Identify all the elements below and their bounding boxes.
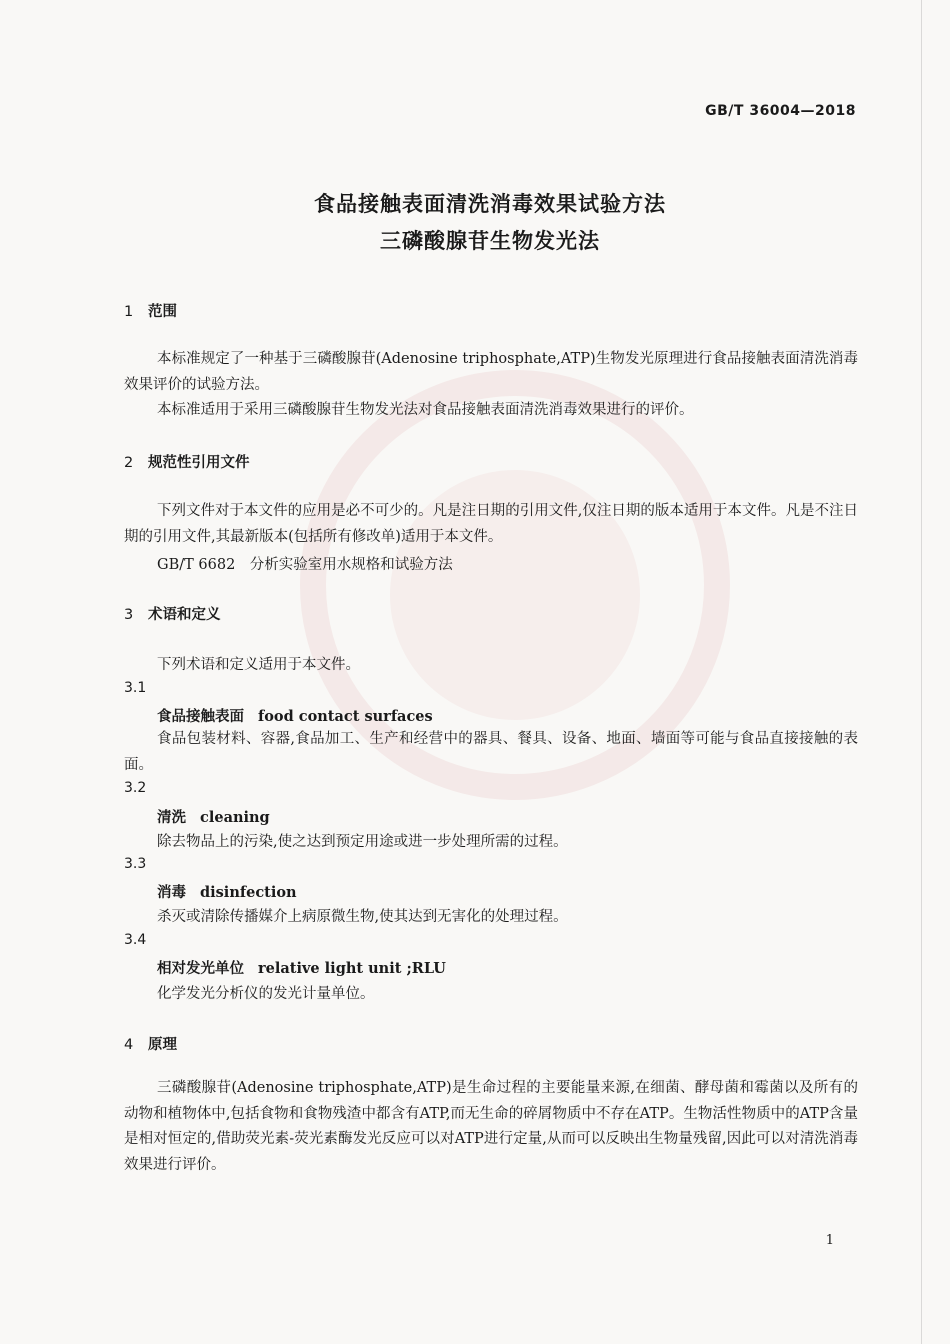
section-title: 范围 (148, 304, 177, 320)
term-definition: 除去物品上的污染,使之达到预定用途或进一步处理所需的过程。 (157, 834, 568, 850)
document-title-line2: 三磷酸腺苷生物发光法 (380, 229, 600, 253)
section-heading-principle (124, 1033, 177, 1054)
term-definition: 化学发光分析仪的发光计量单位。 (157, 986, 375, 1002)
section-number: 1 (124, 304, 134, 320)
reference-gb-t-6682: GB/T 6682 分析实验室用水规格和试验方法 (157, 557, 453, 573)
paragraph-scope-1: 本标准规定了一种基于三磷酸腺苷(Adenosine triphosphate,ATP)生物发光原理进行食品接触表面清洗消毒效果评价的试验方法。 (124, 351, 858, 393)
section-title: 术语和定义 (148, 607, 221, 623)
term-disinfection: 消毒 disinfection (157, 884, 297, 901)
term-definition: 食品包装材料、容器,食品加工、生产和经营中的器具、餐具、设备、地面、墙面等可能与食品直接接触的表面。 (124, 731, 858, 773)
page-number: 1 (825, 1233, 834, 1248)
section-number: 4 (124, 1037, 134, 1053)
term-definition: 杀灭或清除传播媒介上病原微生物,使其达到无害化的处理过程。 (157, 909, 568, 925)
section-heading-terms (124, 603, 221, 624)
section-number: 3 (124, 607, 134, 623)
paragraph-scope-2: 本标准适用于采用三磷酸腺苷生物发光法对食品接触表面清洗消毒效果进行的评价。 (157, 402, 694, 418)
section-heading-normative-references (124, 451, 250, 472)
section-number: 2 (124, 455, 134, 471)
term-relative-light-unit: 相对发光单位 relative light unit ;RLU (157, 960, 446, 977)
terms-intro: 下列术语和定义适用于本文件。 (157, 657, 360, 673)
term-number: 3.4 (124, 932, 147, 948)
term-number: 3.1 (124, 680, 147, 696)
standard-code: GB/T 36004—2018 (705, 103, 856, 119)
section-title: 规范性引用文件 (148, 455, 250, 471)
term-number: 3.2 (124, 780, 147, 796)
term-number: 3.3 (124, 856, 147, 872)
section-heading-scope (124, 300, 177, 321)
paragraph-references: 下列文件对于本文件的应用是必不可少的。凡是注日期的引用文件,仅注日期的版本适用于本文件。凡是不注日期的引用文件,其最新版本(包括所有修改单)适用于本文件。 (124, 503, 858, 545)
section-title: 原理 (148, 1037, 177, 1053)
paragraph-principle: 三磷酸腺苷(Adenosine triphosphate,ATP)是生命过程的主要能量来源,在细菌、酵母菌和霉菌以及所有的动物和植物体中,包括食物和食物残渣中都含有ATP,而无生命的碎屑物质中不存在ATP。生物活性物质中的ATP含量是相对恒定的,借助荧光素-荧光素酶发光反应可以对ATP进行定量,从而可以反映出生物量残留,因此可以对清洗消毒效果进行评价。 (124, 1080, 858, 1173)
term-cleaning: 清洗 cleaning (157, 809, 270, 826)
document-title-line1: 食品接触表面清洗消毒效果试验方法 (314, 192, 666, 216)
term-food-contact-surfaces: 食品接触表面 food contact surfaces (157, 708, 433, 725)
